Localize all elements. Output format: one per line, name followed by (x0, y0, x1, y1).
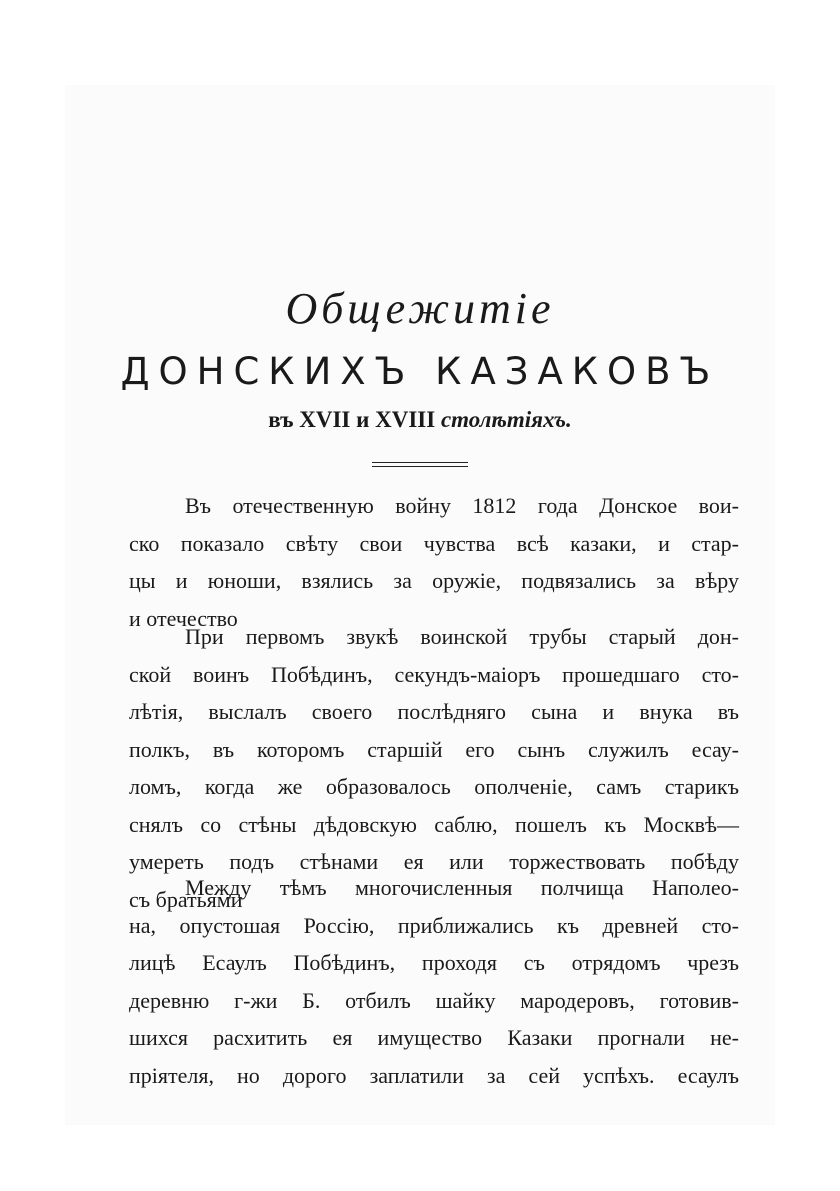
text-line: и отечество (129, 605, 238, 631)
text-line: Въ отечественную войну 1812 года Донское вои- (185, 493, 739, 518)
text-line: ской воинъ Побѣдинъ, секундъ-маіоръ прошедшаго сто- (129, 661, 739, 687)
title-line-2: ДОНСКИХЪ КАЗАКОВЪ (120, 350, 720, 393)
title-line-3-prefix: въ XVII и XVIII (268, 407, 441, 432)
text-line: ломъ, когда же образовалось ополченіе, самъ старикъ (129, 774, 739, 799)
text-line: умереть подъ стѣнами ея или торжествовать побѣду (129, 849, 739, 874)
text-line: на, опустошая Россію, приближались къ древней сто- (129, 912, 739, 938)
text-line: съ братьями (129, 886, 243, 912)
text-line: лицѣ Есаулъ Побѣдинъ, проходя съ отрядомъ чрезъ (129, 950, 739, 975)
title-line-3 (0, 407, 840, 433)
paragraph-1 (129, 487, 739, 637)
title-divider (372, 462, 468, 470)
text-line: шихся расхитить ея имущество Казаки прогнали не- (129, 1025, 739, 1050)
text-line: Между тѣмъ многочисленныя полчища Наполео- (185, 875, 739, 900)
text-line: пріятеля, но дорого заплатили за сей успѣхъ. есаулъ (129, 1062, 739, 1088)
text-line: полкъ, въ которомъ старшій его сынъ служилъ есау- (129, 736, 739, 762)
title-line-3-italic: столѣтіяхъ. (440, 407, 572, 432)
paragraph-3 (129, 869, 739, 1094)
text-line: лѣтія, выслалъ своего послѣдняго сына и внука въ (129, 699, 739, 724)
text-line: цы и юноши, взялись за оружіе, подвязались за вѣру (129, 568, 739, 593)
title-line-1: Общежитіе (285, 284, 555, 333)
text-line: деревню г-жи Б. отбилъ шайку мародеровъ, готовив- (129, 987, 739, 1013)
text-line: При первомъ звукѣ воинской трубы старый дон- (185, 624, 739, 649)
text-line: снялъ со стѣны дѣдовскую саблю, пошелъ къ Москвѣ— (129, 811, 739, 837)
text-line: ско показало свѣту свои чувства всѣ казаки, и стар- (129, 530, 739, 556)
